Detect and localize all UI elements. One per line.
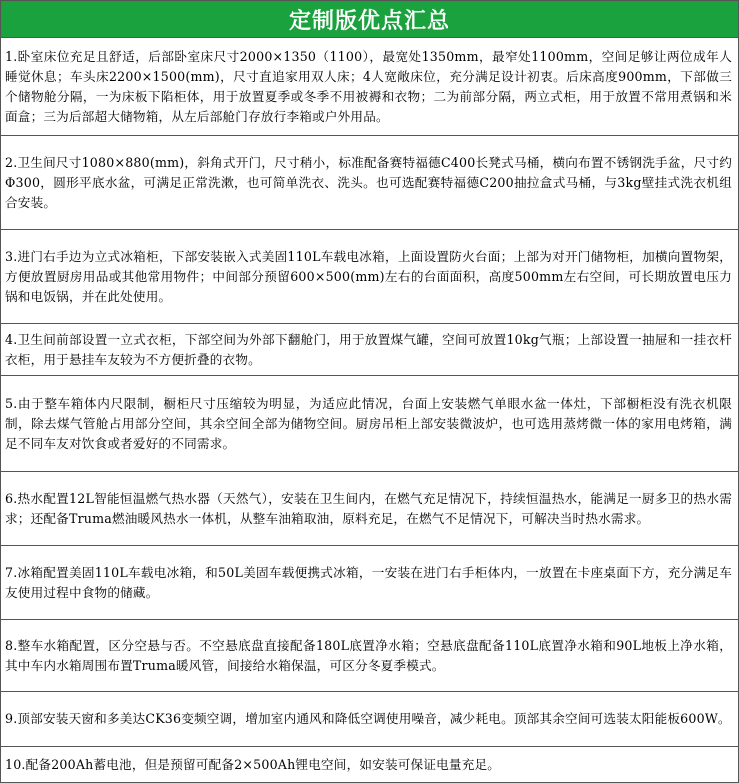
table-row	[0, 472, 739, 546]
item-text: 4.卫生间前部设置一立式衣柜，下部空间为外部下翻舱门，用于放置煤气罐，空间可放置10kg气瓶；上部设置一抽屉和一挂衣杆衣柜，用于悬挂车友较为不方便折叠的衣物。	[5, 331, 732, 367]
item-text: 8.整车水箱配置，区分空悬与否。不空悬底盘直接配备180L底置净水箱；空悬底盘配备110L底置净水箱和90L地板上净水箱，其中车内水箱周围布置Truma暖风管，间接给水箱保温，可区分冬夏季模式。	[5, 637, 732, 673]
table-row	[0, 546, 739, 620]
item-text: 3.进门右手边为立式冰箱柜，下部安装嵌入式美固110L车载电冰箱，上面设置防火台面；上部为对开门储物柜，加横向置物架，方便放置厨房用品或其他常用物件；中间部分预留600×500(mm)左右的台面面积，高度500mm左右空间，可长期放置电压力锅和电饭锅，并在此处使用。	[5, 248, 732, 304]
item-text: 2.卫生间尺寸1080×880(mm)，斜角式开门，尺寸稍小，标准配备赛特福德C400长凳式马桶，横向布置不锈钢洗手盆，尺寸约Φ300，圆形平底水盆，可满足正常洗漱，也可简单洗衣、洗头。也可选配赛特福德C200抽拉盒式马桶，与3kg壁挂式洗衣机组合安装。	[5, 154, 732, 210]
item-text: 6.热水配置12L智能恒温燃气热水器（天然气），安装在卫生间内，在燃气充足情况下，持续恒温热水，能满足一厨多卫的热水需求；还配备Truma燃油暖风热水一体机，从整车油箱取油，原料充足，在燃气不足情况下，可解决当时热水需求。	[5, 490, 732, 526]
table-row	[0, 692, 739, 747]
title-bar	[0, 0, 739, 38]
item-text: 10.配备200Ah蓄电池，但是预留可配备2×500Ah锂电空间，如安装可保证电量充足。	[5, 756, 501, 772]
item-text: 1.卧室床位充足且舒适，后部卧室床尺寸2000×1350（1100），最宽处1350mm，最窄处1100mm，空间足够让两位成年人睡觉休息；车头床2200×1500(mm)，尺寸直追家用双人床；4人宽敞床位，充分满足设计初衷。后床高度900mm，下部做三个储物舱分隔，一为床板下陷柜体，用于放置夏季或冬季不用被褥和衣物；二为前部分隔，两立式柜，用于放置不常用煮锅和米面盒；三为后部超大储物箱，从左后部舱门存放行李箱或户外用品。	[5, 48, 732, 124]
item-text: 9.顶部安装天窗和多美达CK36变频空调，增加室内通风和降低空调使用噪音，减少耗电。顶部其余空间可选装太阳能板600W。	[5, 711, 731, 726]
page-title: 定制版优点汇总	[288, 8, 450, 34]
table-row	[0, 230, 739, 324]
table-row	[0, 376, 739, 472]
table-row	[0, 38, 739, 136]
advantages-table	[0, 38, 739, 783]
table-row	[0, 747, 739, 783]
table-row	[0, 324, 739, 376]
item-text: 7.冰箱配置美固110L车载电冰箱，和50L美固车载便携式冰箱，一安装在进门右手柜体内，一放置在卡座桌面下方，充分满足车友使用过程中食物的储藏。	[5, 564, 732, 600]
item-text: 5.由于整车箱体内尺限制，橱柜尺寸压缩较为明显，为适应此情况，台面上安装燃气单眼水盆一体灶，下部橱柜没有洗衣机限制，除去煤气管舱占用部分空间，其余空间全部为储物空间。厨房吊柜上部安装微波炉，也可选用蒸烤微一体的家用电烤箱，满足不同车友对饮食或者爱好的不同需求。	[5, 395, 732, 451]
table-row	[0, 620, 739, 692]
table-row	[0, 136, 739, 230]
